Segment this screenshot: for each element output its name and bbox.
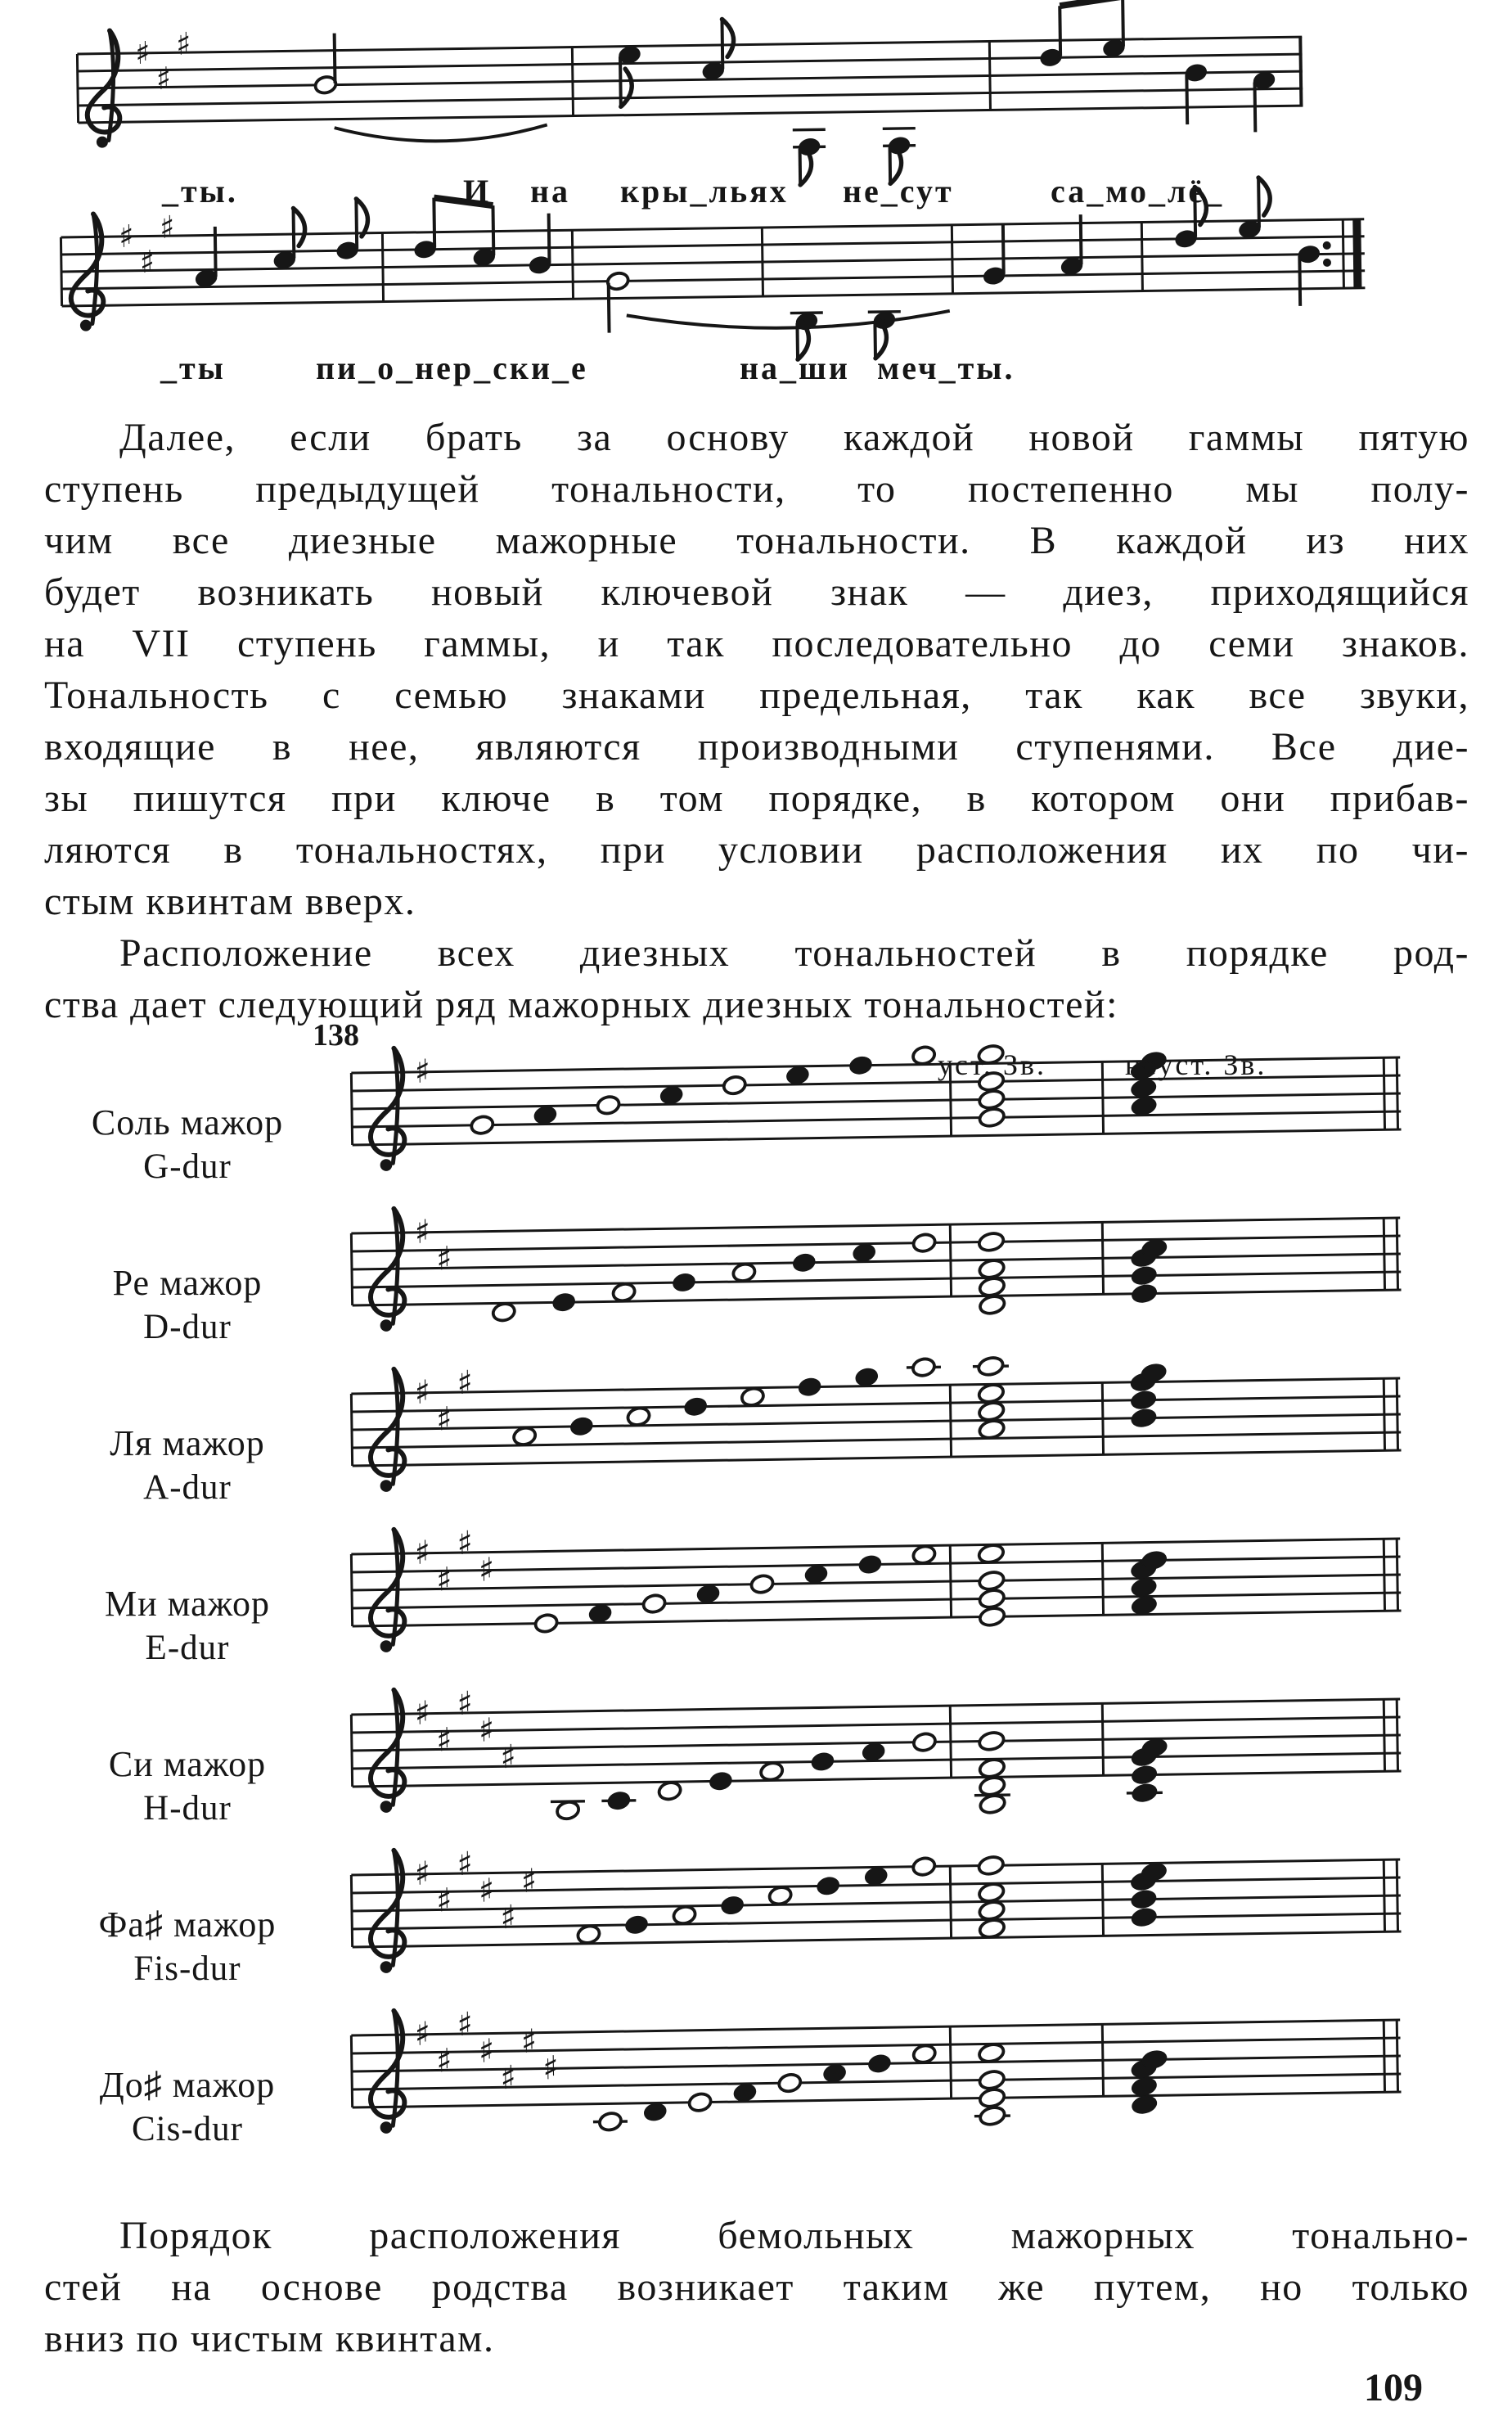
- lyric-syllable: на: [530, 173, 571, 210]
- scale-row-label: [23, 1903, 352, 1991]
- column-header-unstable: неуст. Зв.: [1125, 1048, 1267, 1081]
- scale-row-label-lat: G-dur: [143, 1147, 232, 1186]
- lyric-syllable: не_сут: [843, 173, 954, 210]
- column-header-stable: уст. Зв.: [938, 1048, 1047, 1081]
- svg-text:♯: ♯: [435, 1561, 452, 1599]
- lyric-syllable: И: [463, 173, 492, 210]
- svg-text:♯: ♯: [478, 1711, 495, 1750]
- svg-text:♯: ♯: [457, 1364, 474, 1403]
- scale-row-label-ru: Ля мажор: [110, 1423, 265, 1463]
- scale-row-label: [23, 1422, 352, 1510]
- paragraph-line: будет возникать новый ключевой знак — диез, приходящийся: [44, 570, 1469, 614]
- footer-paragraph: [44, 2210, 1469, 2364]
- scale-row-H-dur: [351, 1671, 1402, 1824]
- scale-row-label: [23, 1582, 352, 1670]
- scale-row-label-lat: D-dur: [143, 1308, 232, 1346]
- svg-text:♯: ♯: [500, 2059, 517, 2098]
- lyric-syllable: пи_о_нер_ски_е: [316, 349, 588, 386]
- svg-text:♯: ♯: [134, 34, 151, 72]
- paragraph-line: стым квинтам вверх.: [44, 880, 416, 923]
- svg-text:♯: ♯: [457, 1845, 474, 1884]
- scale-row-label-ru: Ми мажор: [104, 1584, 271, 1624]
- scale-row-label: [23, 1101, 352, 1189]
- paragraph-line: ляются в тональностях, при условии расположения их по чи-: [44, 828, 1469, 872]
- paragraph-key-order: [44, 927, 1469, 1030]
- scale-row-label-lat: H-dur: [143, 1789, 232, 1828]
- lyric-syllable: _ты.: [162, 173, 238, 210]
- svg-text:♯: ♯: [414, 1694, 431, 1733]
- paragraph-sharp-keys: [44, 412, 1469, 927]
- svg-text:♯: ♯: [435, 1721, 452, 1760]
- svg-text:♯: ♯: [542, 2049, 559, 2088]
- scale-row-label: [23, 2063, 352, 2152]
- paragraph-line: вниз по чистым квинтам.: [44, 2317, 495, 2360]
- svg-text:♯: ♯: [435, 2042, 452, 2080]
- scale-row-label-lat: E-dur: [145, 1629, 230, 1667]
- scale-row-label: [23, 1742, 352, 1831]
- svg-text:♯: ♯: [520, 1862, 538, 1900]
- svg-text:♯: ♯: [478, 1551, 495, 1589]
- scale-row-label-lat: A-dur: [143, 1468, 232, 1507]
- scale-row-label: [23, 1261, 352, 1350]
- paragraph-line: входящие в нее, являются производными ступенями. Все дие-: [44, 725, 1469, 769]
- svg-text:♯: ♯: [118, 218, 134, 255]
- scale-row-label-ru: До♯ мажор: [99, 2065, 276, 2105]
- lyric-syllable: меч_ты.: [877, 349, 1015, 386]
- figure-number: 138: [313, 1018, 359, 1052]
- paragraph-line: Далее, если брать за основу каждой новой гаммы пятую: [119, 416, 1469, 459]
- scale-row-label-lat: Cis-dur: [132, 2110, 243, 2148]
- svg-text:♯: ♯: [435, 1882, 452, 1920]
- svg-text:♯: ♯: [414, 1534, 431, 1572]
- paragraph-line: Тональность с семью знаками предельная, так как все звуки,: [44, 674, 1469, 717]
- scale-row-D-dur: [351, 1194, 1402, 1332]
- lyric-syllable: са_мо_лё_: [1051, 173, 1225, 210]
- page-number: 109: [1364, 2366, 1423, 2409]
- scale-row-label-ru: Ре мажор: [112, 1263, 263, 1303]
- svg-text:♯: ♯: [414, 2015, 431, 2053]
- scale-row-A-dur: [351, 1350, 1402, 1493]
- scale-row-Fis-dur: [351, 1832, 1402, 1973]
- svg-text:♯: ♯: [175, 25, 191, 62]
- svg-text:♯: ♯: [457, 1684, 474, 1724]
- paragraph-line: чим все диезные мажорные тональности. В каждой из них: [44, 519, 1469, 562]
- lyric-syllable: кры_льях: [620, 173, 789, 210]
- scale-row-label-ru: Фа♯ мажор: [98, 1904, 277, 1945]
- svg-text:♯: ♯: [414, 1052, 431, 1091]
- svg-text:♯: ♯: [500, 1899, 517, 1937]
- svg-text:♯: ♯: [478, 1872, 495, 1910]
- svg-text:♯: ♯: [500, 1738, 517, 1777]
- scale-row-Cis-dur: [351, 1992, 1402, 2136]
- paragraph-line: стей на основе родства возникает таким же путем, но только: [44, 2265, 1469, 2309]
- svg-text:♯: ♯: [155, 60, 172, 97]
- svg-text:♯: ♯: [435, 1240, 452, 1278]
- svg-text:♯: ♯: [414, 1373, 431, 1412]
- paragraph-line: Порядок расположения бемольных мажорных тонально-: [119, 2214, 1469, 2257]
- paragraph-line: на VII ступень гаммы, и так последовательно до семи знаков.: [44, 622, 1469, 665]
- staff-system-1: [77, 0, 1304, 195]
- paragraph-line: ступень предыдущей тональности, то постепенно мы полу-: [44, 467, 1469, 511]
- lyric-syllable: _ты: [160, 349, 226, 386]
- lyric-syllable: на_ши: [740, 349, 850, 386]
- scale-row-label-lat: Fis-dur: [133, 1949, 241, 1988]
- svg-text:♯: ♯: [478, 2032, 495, 2071]
- svg-text:♯: ♯: [414, 1855, 431, 1893]
- paragraph-line: ства дает следующий ряд мажорных диезных тональностей:: [44, 983, 1118, 1026]
- svg-text:♯: ♯: [435, 1400, 452, 1439]
- svg-text:♯: ♯: [520, 2022, 538, 2061]
- svg-text:♯: ♯: [139, 243, 155, 281]
- paragraph-line: зы пишутся при ключе в том порядке, в котором они прибав-: [44, 777, 1469, 820]
- svg-text:♯: ♯: [159, 209, 175, 246]
- svg-text:♯: ♯: [457, 1524, 474, 1563]
- paragraph-line: Расположение всех диезных тональностей в порядке род-: [119, 931, 1469, 975]
- svg-text:♯: ♯: [457, 2005, 474, 2044]
- scale-row-E-dur: [351, 1511, 1402, 1652]
- scale-row-label-ru: Соль мажор: [91, 1102, 284, 1143]
- svg-text:♯: ♯: [414, 1213, 431, 1251]
- scale-row-label-ru: Си мажор: [108, 1744, 267, 1784]
